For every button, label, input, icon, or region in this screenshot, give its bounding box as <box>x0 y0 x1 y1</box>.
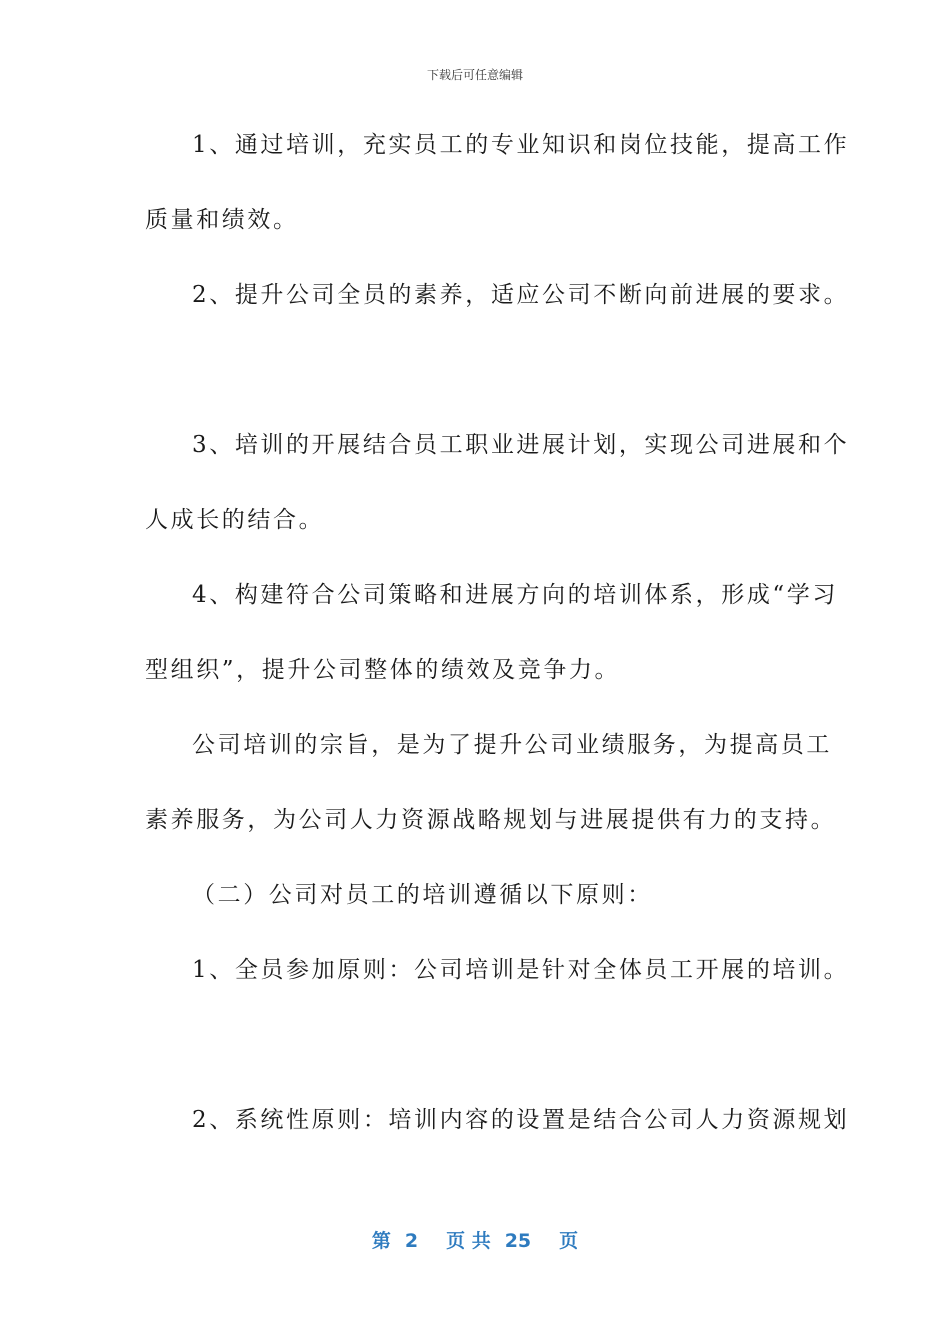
paragraph-line: 3、培训的开展结合员工职业进展计划，实现公司进展和个 <box>192 432 850 458</box>
paragraph-line: 4、构建符合公司策略和进展方向的培训体系，形成“学习 <box>192 582 838 608</box>
paragraph-line: 公司培训的宗旨，是为了提升公司业绩服务，为提高员工 <box>192 732 832 758</box>
paragraph-line: 1、全员参加原则：公司培训是针对全体员工开展的培训。 <box>192 957 850 983</box>
page-footer <box>0 1226 950 1253</box>
footer-current-page: 2 <box>404 1230 419 1252</box>
paragraph-line: 2、提升公司全员的素养，适应公司不断向前进展的要求。 <box>192 282 850 308</box>
footer-prefix: 第 <box>371 1230 391 1252</box>
footer-middle: 页 共 <box>446 1230 491 1252</box>
footer-suffix: 页 <box>559 1230 579 1252</box>
header-note: 下载后可任意编辑 <box>426 68 523 82</box>
section-heading: （二）公司对员工的培训遵循以下原则： <box>192 882 653 908</box>
paragraph-line: 2、系统性原则：培训内容的设置是结合公司人力资源规划 <box>192 1107 850 1133</box>
paragraph-line: 质量和绩效。 <box>145 207 299 233</box>
paragraph-line: 素养服务，为公司人力资源战略规划与进展提供有力的支持。 <box>145 807 837 833</box>
footer-total-pages: 25 <box>504 1230 532 1252</box>
paragraph-line: 人成长的结合。 <box>145 507 325 533</box>
paragraph-line: 1、通过培训，充实员工的专业知识和岗位技能，提高工作 <box>192 132 850 158</box>
paragraph-line: 型组织”，提升公司整体的绩效及竞争力。 <box>145 657 621 683</box>
